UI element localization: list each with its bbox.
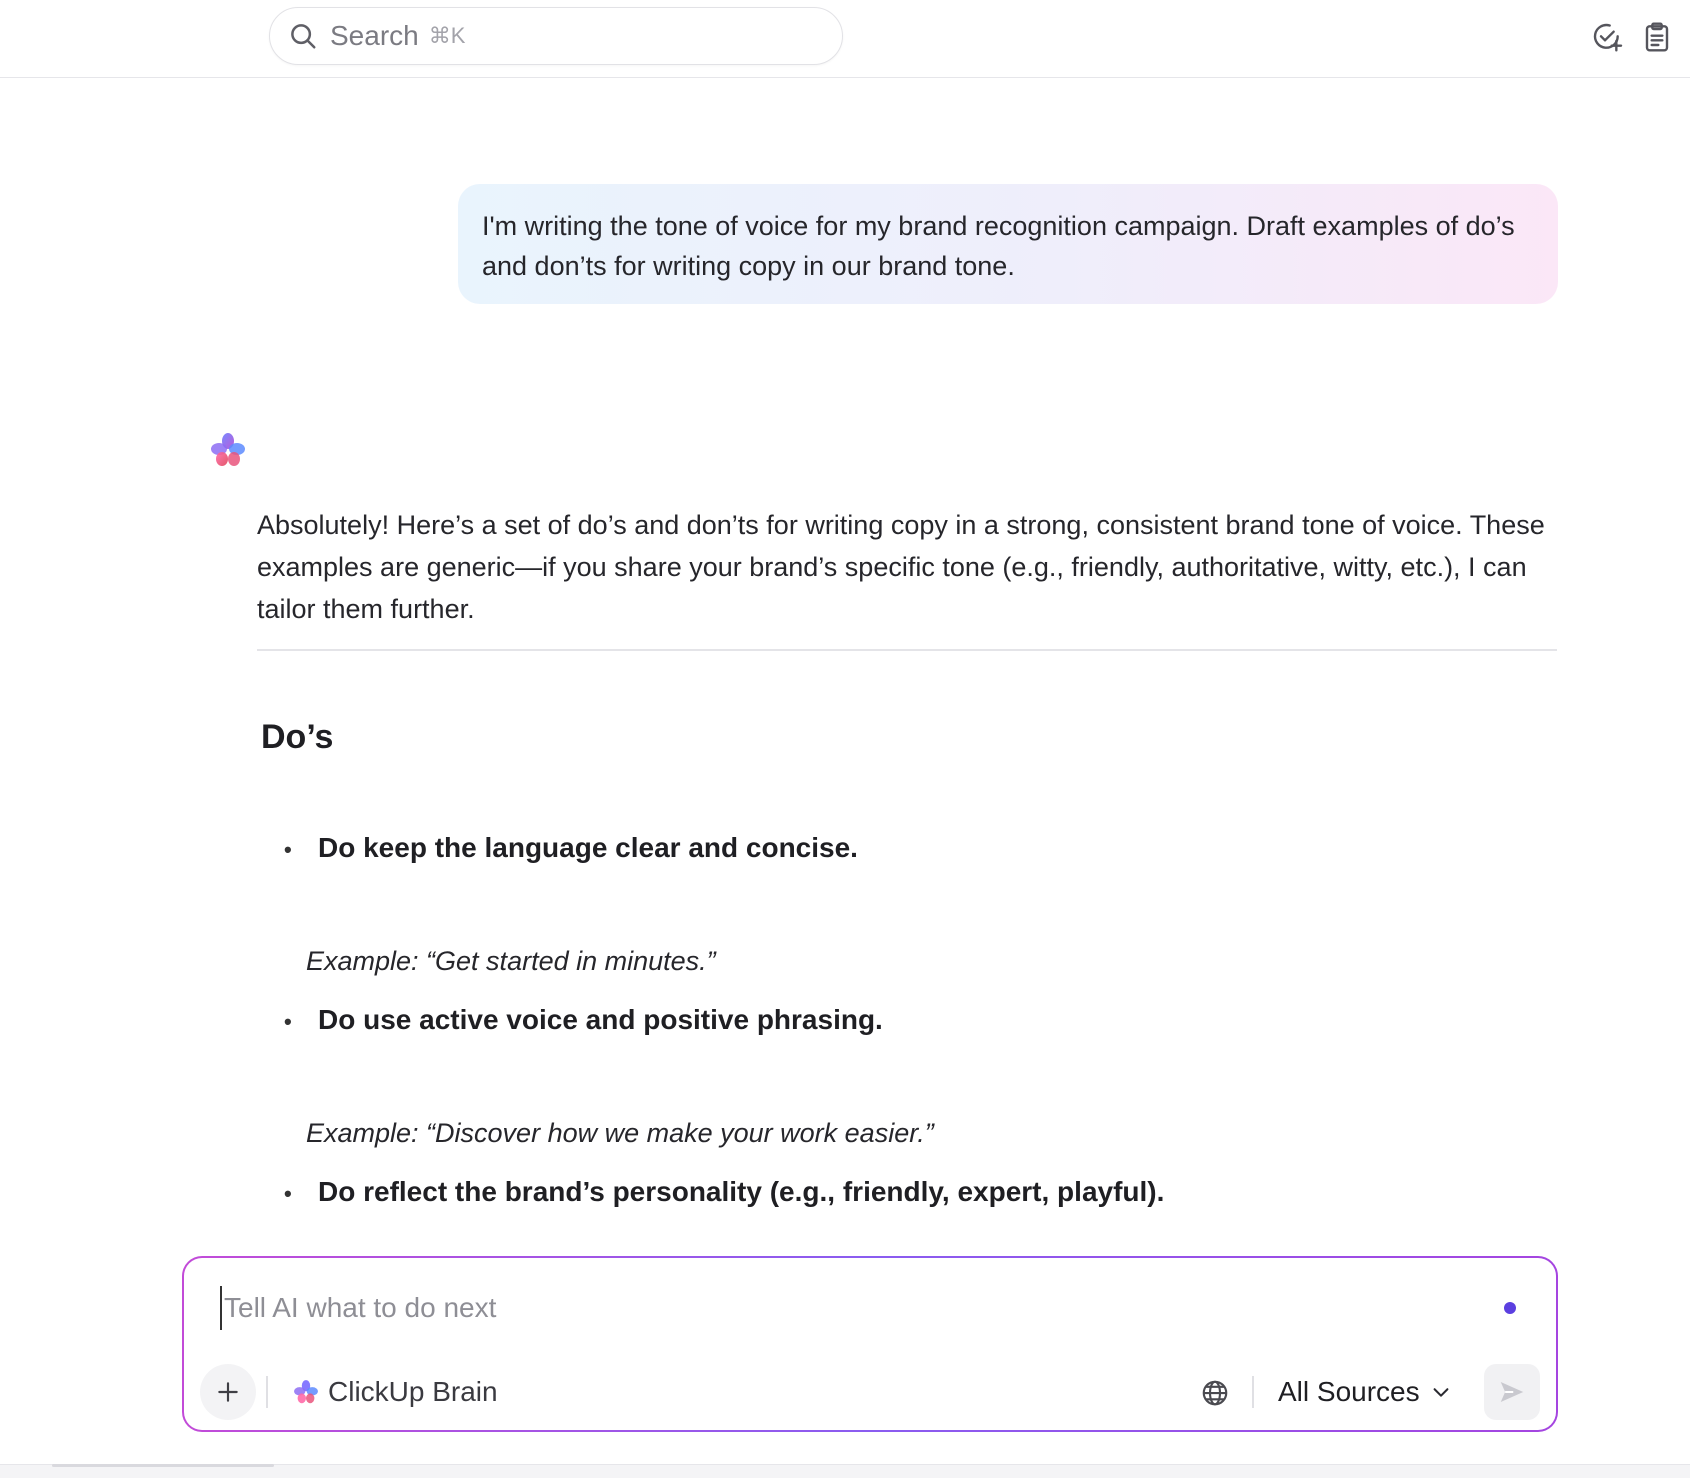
clickup-brain-icon	[292, 1378, 320, 1406]
bullet-dot: •	[284, 837, 292, 862]
chevron-down-icon	[1430, 1381, 1452, 1403]
bullet-dot: •	[284, 1181, 292, 1206]
search-shortcut: ⌘K	[428, 23, 466, 48]
bullet-dot: •	[284, 1009, 292, 1034]
search-label: Search	[330, 20, 419, 51]
ai-intro-text: Absolutely! Here’s a set of do’s and don’ts for writing copy in a strong, consistent brand tone of voice. These examples are generic—if you share your brand’s specific tone (e.g., friendly, authoritative, witty, etc.), I can tailor them further.	[257, 510, 1545, 624]
list-item-rule: Do reflect the brand’s personality (e.g., friendly, expert, playful).	[318, 1176, 1165, 1207]
user-message-text: I'm writing the tone of voice for my brand recognition campaign. Draft examples of do’s and don’ts for writing copy in our brand tone.	[482, 211, 1515, 281]
ai-prompt-input[interactable]	[220, 1286, 1420, 1330]
clickup-brain-avatar-icon	[208, 430, 248, 470]
sources-dropdown[interactable]	[1278, 1370, 1452, 1414]
ai-composer	[182, 1256, 1558, 1432]
send-button[interactable]	[1484, 1364, 1540, 1420]
list-item-rule: Do use active voice and positive phrasing.	[318, 1004, 883, 1035]
list-item	[284, 832, 858, 864]
top-bar	[0, 0, 1690, 78]
globe-icon	[1200, 1378, 1230, 1408]
model-selector[interactable]	[292, 1368, 498, 1416]
search-bar[interactable]	[269, 7, 843, 65]
search-icon	[288, 21, 318, 51]
list-item-example: Example: “Get started in minutes.”	[306, 946, 716, 976]
web-search-toggle[interactable]	[1194, 1372, 1236, 1414]
separator	[266, 1376, 268, 1408]
ai-composer-inner	[184, 1258, 1556, 1430]
divider	[257, 649, 1557, 651]
send-icon	[1497, 1377, 1527, 1407]
model-label: ClickUp Brain	[328, 1376, 498, 1407]
bottom-tab-indicator	[52, 1464, 274, 1467]
separator	[1252, 1376, 1254, 1408]
section-heading-dos: Do’s	[261, 718, 334, 756]
list-item	[284, 1176, 1164, 1208]
status-dot	[1504, 1302, 1516, 1314]
clipboard-icon	[1641, 21, 1673, 53]
list-item-example: Example: “Discover how we make your work easier.”	[306, 1118, 934, 1148]
list-item-rule: Do keep the language clear and concise.	[318, 832, 858, 863]
sources-label: All Sources	[1278, 1376, 1420, 1407]
plus-icon	[215, 1379, 241, 1405]
add-attachment-button[interactable]	[200, 1364, 256, 1420]
list-item	[284, 1004, 883, 1036]
user-message-bubble	[458, 184, 1558, 304]
task-add-icon	[1591, 21, 1623, 53]
task-add-button[interactable]	[1590, 20, 1624, 54]
clipboard-button[interactable]	[1640, 20, 1674, 54]
